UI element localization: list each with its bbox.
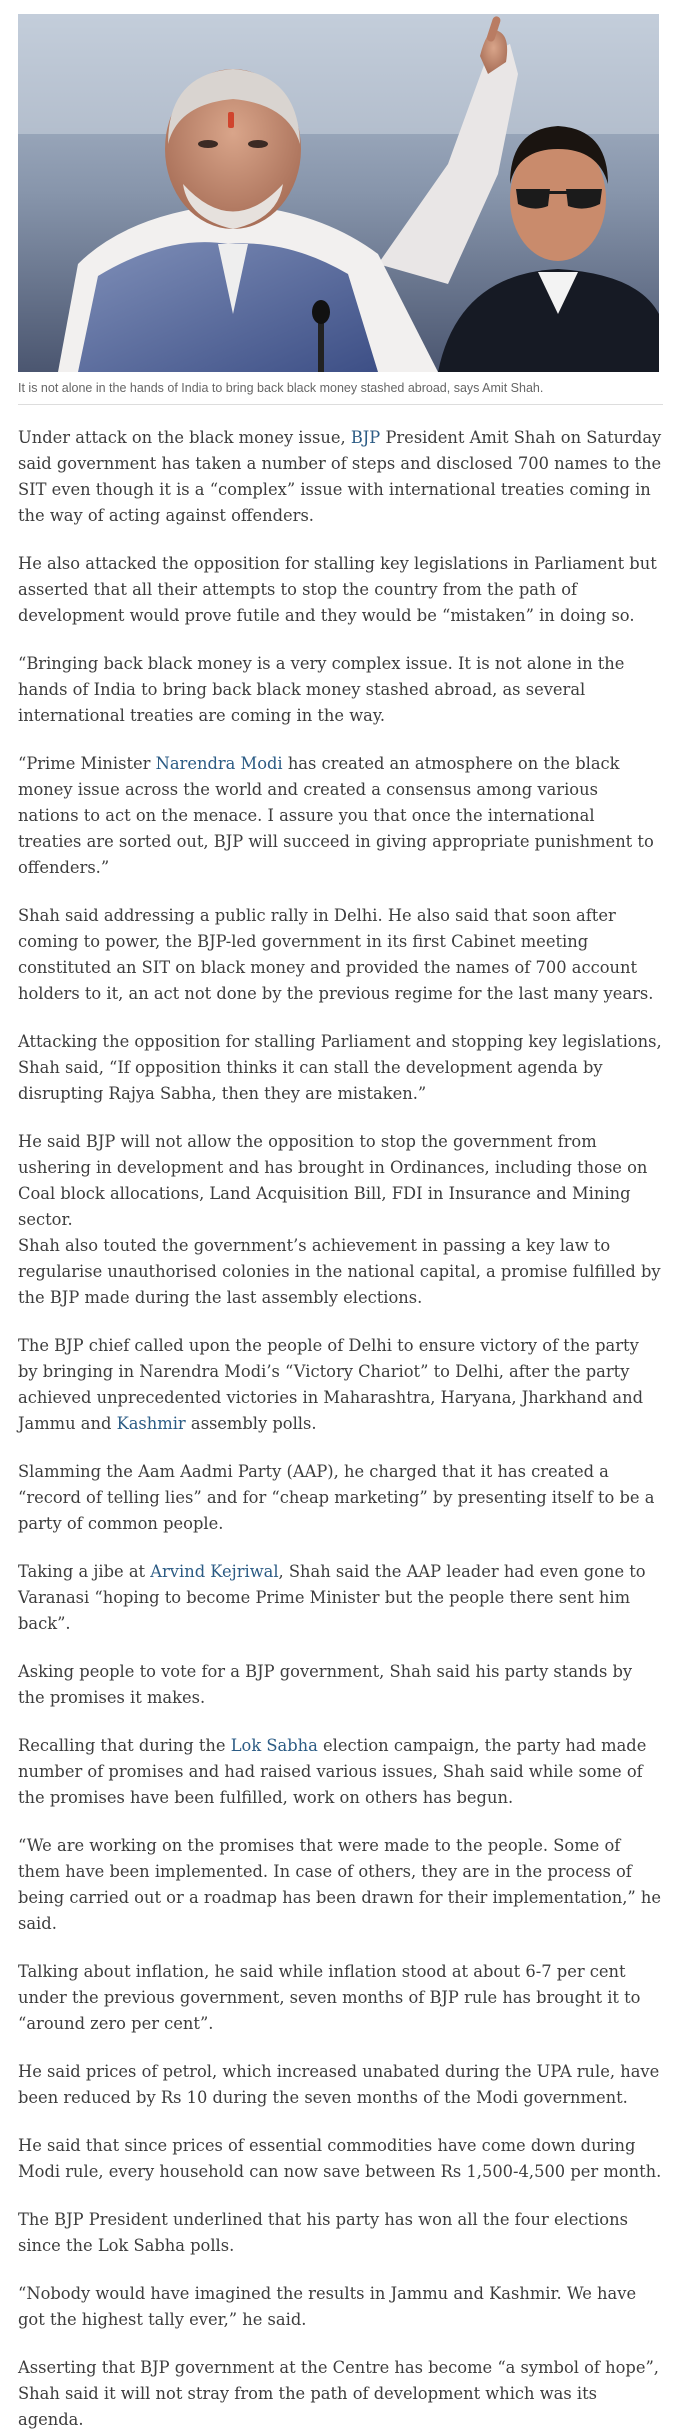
topic-link[interactable]: Arvind Kejriwal xyxy=(150,1562,279,1581)
paragraph-text: Under attack on the black money issue, xyxy=(18,428,351,447)
paragraph-text: The BJP chief called upon the people of Delhi to ensure victory of the party by bringing in Narendra Modi’s “Victory Chariot” to Delhi, after the party achieved unprecedented victories in Maharashtra, Haryana, Jharkhand and Jammu and xyxy=(18,1336,644,1433)
article-paragraph xyxy=(18,1029,663,1107)
article-body xyxy=(18,425,663,2433)
article-paragraph xyxy=(18,2207,663,2259)
paragraph-text: election campaign, the party had made number of promises and had raised various issues, Shah said while some of the promises have been fulfilled, work on others has begun. xyxy=(18,1736,647,1807)
paragraph-text: Talking about inflation, he said while inflation stood at about 6-7 per cent under the previous government, seven months of BJP rule has brought it to “around zero per cent”. xyxy=(18,1962,641,2033)
article-paragraph xyxy=(18,751,663,881)
article-paragraph xyxy=(18,2059,663,2111)
topic-link[interactable]: BJP xyxy=(350,428,381,447)
article-paragraph xyxy=(18,1659,663,1711)
paragraph-text: has created an atmosphere on the black money issue across the world and created a consensus among various nations to act on the menace. I assure you that once the international treaties are sorted out, BJP will succeed in giving appropriate punishment to offenders.” xyxy=(18,754,654,877)
article-paragraph xyxy=(18,551,663,629)
paragraph-text: Asserting that BJP government at the Centre has become “a symbol of hope”, Shah said it will not stray from the path of development which was its agenda. xyxy=(18,2358,659,2429)
article-paragraph xyxy=(18,1959,663,2037)
paragraph-text: “We are working on the promises that were made to the people. Some of them have been implemented. In case of others, they are in the process of being carried out or a roadmap has been drawn for their implementation,” he said. xyxy=(18,1836,662,1933)
paragraph-text: assembly polls. xyxy=(185,1414,317,1433)
paragraph-text: He said that since prices of essential commodities have come down during Modi rule, every household can now save between Rs 1,500-4,500 per month. xyxy=(18,2136,662,2181)
paragraph-text: “Prime Minister xyxy=(18,754,156,773)
article-paragraph xyxy=(18,1129,663,1233)
paragraph-text: President Amit Shah on Saturday said government has taken a number of steps and disclosed 700 names to the SIT even though it is a “complex” issue with international treaties coming in the way of acting against offenders. xyxy=(18,428,662,525)
article-paragraph xyxy=(18,2133,663,2185)
paragraph-text: Recalling that during the xyxy=(18,1736,231,1755)
article-paragraph xyxy=(18,903,663,1007)
paragraph-text: Shah also touted the government’s achievement in passing a key law to regularise unauthorised colonies in the national capital, a promise fulfilled by the BJP made during the last assembly elections. xyxy=(18,1236,661,1307)
article-paragraph xyxy=(18,651,663,729)
paragraph-text: He said prices of petrol, which increased unabated during the UPA rule, have been reduced by Rs 10 during the seven months of the Modi government. xyxy=(18,2062,660,2107)
paragraph-text: The BJP President underlined that his party has won all the four elections since the Lok Sabha polls. xyxy=(18,2210,628,2255)
paragraph-text: “Bringing back black money is a very complex issue. It is not alone in the hands of India to bring back black money stashed abroad, as several international treaties are coming in the way. xyxy=(18,654,625,725)
topic-link[interactable]: Lok Sabha xyxy=(230,1736,318,1755)
article-paragraph xyxy=(18,1333,663,1437)
article-paragraph xyxy=(18,1733,663,1811)
paragraph-text: He also attacked the opposition for stalling key legislations in Parliament but asserted that all their attempts to stop the country from the path of development would prove futile and they would be “mistaken” in doing so. xyxy=(18,554,657,625)
article-paragraph xyxy=(18,1459,663,1537)
paragraph-text: Shah said addressing a public rally in Delhi. He also said that soon after coming to power, the BJP-led government in its first Cabinet meeting constituted an SIT on black money and provided the names of 700 account holders to it, an act not done by the previous regime for the last many years. xyxy=(18,906,654,1003)
paragraph-text: Attacking the opposition for stalling Parliament and stopping key legislations, Shah said, “If opposition thinks it can stall the development agenda by disrupting Rajya Sabha, then they are mistaken.” xyxy=(18,1032,662,1103)
paragraph-text: “Nobody would have imagined the results in Jammu and Kashmir. We have got the highest tally ever,” he said. xyxy=(18,2284,637,2329)
hero-photo xyxy=(18,14,659,372)
topic-link[interactable]: Kashmir xyxy=(116,1414,186,1433)
paragraph-text: Slamming the Aam Aadmi Party (AAP), he charged that it has created a “record of telling lies” and for “cheap marketing” by presenting itself to be a party of common people. xyxy=(18,1462,655,1533)
article-paragraph xyxy=(18,1833,663,1937)
article-paragraph xyxy=(18,425,663,529)
paragraph-text: Taking a jibe at xyxy=(18,1562,151,1581)
article-paragraph xyxy=(18,2355,663,2433)
paragraph-text: Asking people to vote for a BJP government, Shah said his party stands by the promises it makes. xyxy=(18,1662,633,1707)
article-paragraph xyxy=(18,2281,663,2333)
article-paragraph xyxy=(18,1233,663,1311)
photo-caption: It is not alone in the hands of India to bring back black money stashed abroad, says Amit Shah. xyxy=(18,380,663,405)
topic-link[interactable]: Narendra Modi xyxy=(155,754,283,773)
paragraph-text: , Shah said the AAP leader had even gone to Varanasi “hoping to become Prime Minister but the people there sent him back”. xyxy=(18,1562,646,1633)
article-paragraph xyxy=(18,1559,663,1637)
hero-photo-illustration xyxy=(18,14,659,372)
paragraph-text: He said BJP will not allow the opposition to stop the government from ushering in development and has brought in Ordinances, including those on Coal block allocations, Land Acquisition Bill, FDI in Insurance and Mining sector. xyxy=(18,1132,648,1229)
